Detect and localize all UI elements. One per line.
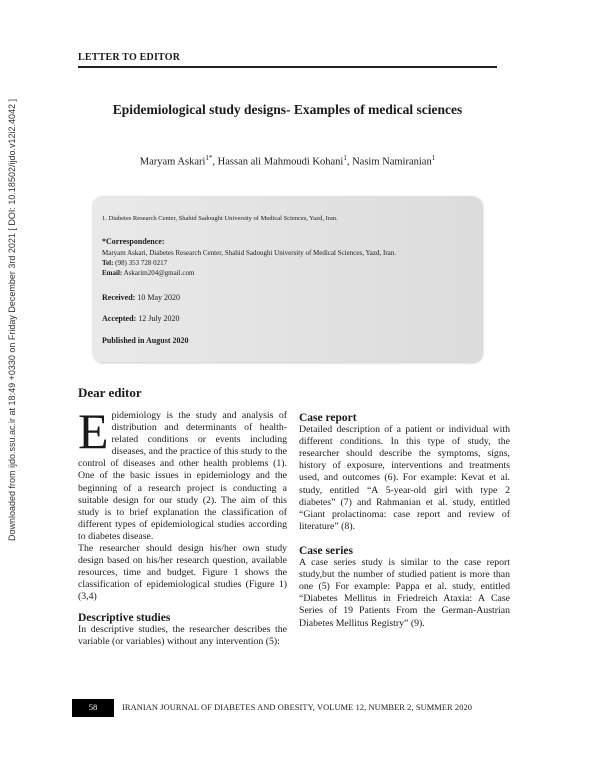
author-name: Hassan ali Mahmoudi Kohani: [217, 156, 344, 168]
download-watermark-text: Downloaded from ijdo.ssu.ac.ir at 18:49 +0330 on Friday December 3rd 2021 [ DOI: 10.18502/ijdo.v12i2.4042 ]: [7, 98, 17, 542]
header-divider: [78, 66, 497, 68]
article-info-box: [92, 196, 482, 362]
author-affiliation-marker: 1: [431, 154, 436, 162]
author-name: Nasim Namiranian: [352, 156, 432, 168]
received-label: Received:: [102, 293, 136, 302]
intro-paragraph: [78, 403, 287, 543]
page-number: 58: [88, 702, 98, 712]
accepted-value: 12 July 2020: [136, 314, 180, 323]
email: [102, 269, 194, 277]
section-label: LETTER TO EDITOR: [78, 52, 181, 63]
email-value[interactable]: Askarim204@gmail.com: [122, 269, 195, 277]
email-label: Email:: [102, 269, 123, 277]
journal-footer: IRANIAN JOURNAL OF DIABETES AND OBESITY, VOLUME 12, NUMBER 2, SUMMER 2020: [122, 703, 473, 712]
author-separator: ,: [212, 156, 218, 168]
left-column: [78, 403, 287, 648]
case-report-heading: Case report: [299, 412, 357, 424]
download-watermark: [2, 60, 22, 580]
correspondence-label: *Correspondence:: [102, 237, 165, 246]
case-series-paragraph: A case series study is similar to the case report study,but the number of studied patient is more than one (5) For example: Pappa et al. study, entitled “Diabetes Mellitus in Friedreich Ataxia: A Case Series of 19 Patients From the German-Austrian Diabetes Mellitus Registry” (9).: [299, 557, 510, 629]
case-series-heading: Case series: [299, 544, 353, 557]
telephone: [102, 259, 167, 267]
page-number-box: [72, 699, 114, 717]
published-date: Published in August 2020: [102, 336, 189, 345]
design-paragraph: The researcher should design his/her own study design based on his/her research question, available resources, time and budget. Figure 1 shows the classification of epidemiological studies (Figure 1) (3,4): [78, 543, 287, 603]
received-value: 10 May 2020: [135, 293, 180, 302]
drop-cap: E: [78, 403, 109, 459]
affiliation: 1. Diabetes Research Center, Shahid Sadoughi University of Medical Sciences, Yazd, Iran.: [102, 215, 338, 222]
correspondence-address: Maryam Askari, Diabetes Research Center, Shahid Sadoughi University of Medical Sciences, Yazd, Iran.: [102, 249, 397, 257]
case-report-paragraph: Detailed description of a patient or individual with different conditions. In this type of study, the researcher should describe the symptoms, signs, history of exposure, interventions and treatments used, and outcomes (6). For example: Kevat et al. study, entitled “A 5-year-old girl with type 2 diabetes” (7) and Rahmanian et al. study, entitled “Giant prolactinoma: case report and review of literature” (8).: [299, 424, 510, 532]
descriptive-heading: Descriptive studies: [78, 611, 171, 624]
right-column: [299, 412, 510, 630]
received-date: [102, 293, 180, 302]
salutation: Dear editor: [78, 385, 142, 400]
author-affiliation-marker: 1: [343, 154, 347, 162]
author-list: [78, 154, 497, 168]
author-separator: ,: [346, 156, 353, 168]
intro-text: pidemiology is the study and analysis of distribution and determinants of health-related conditions or events including diseases, and the practice of this study to the control of diseases and other health problems (1). One of the basic issues in epidemiology and the beginning of a research project is conducting a suitable design for our study (2). The aim of this study is to brief explanation the classification of different types of epidemiological studies according to diabetes disease.: [78, 410, 287, 542]
accepted-date: [102, 314, 180, 323]
author-affiliation-marker: 1*: [205, 154, 213, 162]
author-name: Maryam Askari: [139, 156, 206, 168]
descriptive-paragraph: In descriptive studies, the researcher describes the variable (or variables) without any intervention (5):: [78, 623, 287, 647]
article-title: Epidemiological study designs- Examples of medical sciences: [112, 102, 463, 117]
accepted-label: Accepted:: [102, 314, 137, 323]
telephone-value: (98) 353 728 0217: [113, 259, 168, 267]
telephone-label: Tel:: [102, 259, 114, 267]
